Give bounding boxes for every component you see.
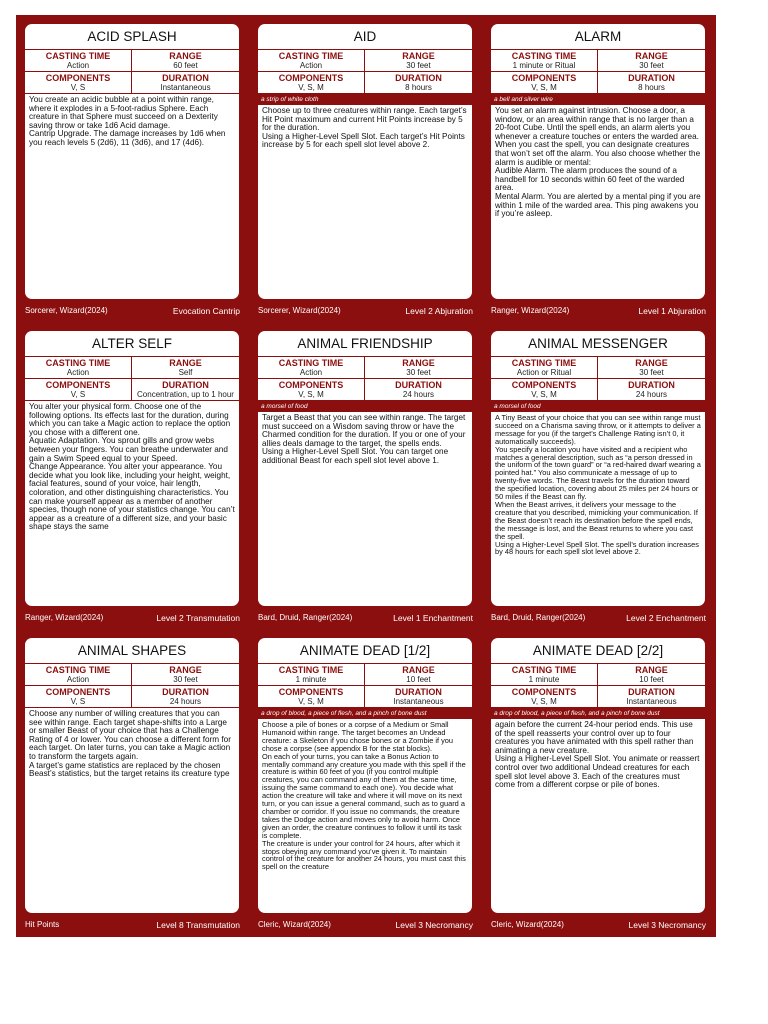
spell-card-animal-friendship	[249, 322, 482, 629]
card-description	[25, 708, 239, 779]
casting-time-label: CASTING TIME	[511, 665, 577, 675]
spell-card-animate-dead-2	[482, 629, 715, 936]
card-sheet	[16, 15, 716, 937]
components-cell	[491, 379, 598, 401]
casting-time-cell	[491, 50, 598, 72]
range-label: RANGE	[635, 51, 668, 61]
description-paragraph: Choose up to three creatures within range. Each target’s Hit Point maximum and current Hit Points increase by 5 for the duration.	[262, 106, 467, 133]
casting-time-value: Action or Ritual	[516, 368, 572, 377]
casting-time-value: Action	[66, 675, 90, 684]
components-label: COMPONENTS	[45, 73, 111, 83]
range-cell	[598, 357, 705, 379]
components-value: V, S	[70, 697, 86, 706]
range-value: 30 feet	[406, 61, 431, 70]
description-paragraph: On each of your turns, you can take a Bonus Action to mentally command any creature you made with this spell if the creature is within 60 feet of you (if you control multiple creatures, you can command any of them at the same time, issuing the same command to each one). You decide what action the creature will take and where it will move on its next turn, or you can issue a general command, such as to guard a chamber or corridor. If you issue no commands, the creature takes the Dodge action and moves only to avoid harm. Once given an order, the creature continues to follow it until its task is complete.	[262, 751, 466, 840]
card-stats	[25, 50, 239, 94]
range-label: RANGE	[169, 665, 202, 675]
components-label: COMPONENTS	[278, 380, 344, 390]
range-value: 30 feet	[173, 675, 198, 684]
description-paragraph: again before the current 24-hour period ends. This use of the spell reasserts your control over up to four creatures you have animated with this spell rather than animating a new creature.	[495, 720, 694, 755]
description-paragraph: You alter your physical form. Choose one of the following options. Its effects last for the duration, during which you can take a Magic action to replace the option you chose with a different one.	[29, 402, 231, 437]
casting-time-value: Action	[66, 368, 90, 377]
duration-cell	[132, 379, 239, 401]
duration-label: DURATION	[162, 380, 209, 390]
description-paragraph: Audible Alarm. The alarm produces the sound of a handbell for 10 seconds within 60 feet of the warded area.	[495, 166, 685, 193]
components-label: COMPONENTS	[278, 73, 344, 83]
duration-value: 24 hours	[402, 390, 435, 399]
casting-time-label: CASTING TIME	[278, 358, 344, 368]
range-value: 30 feet	[639, 368, 664, 377]
duration-value: 8 hours	[638, 83, 665, 92]
components-cell	[258, 379, 365, 401]
description-paragraph: A Tiny Beast of your choice that you can see within range must succeed on a Charisma saving throw, or it attempts to deliver a message for you (if the target’s Challenge Rating isn’t 0, it automatically succeeds).	[495, 413, 701, 446]
card-title: ANIMAL SHAPES	[25, 638, 239, 664]
description-paragraph: Using a Higher-Level Spell Slot. You animate or reassert control over two additional Undead creatures for each spell slot level above 3. Each of the creatures must come from a different corpse or pile of bones.	[495, 754, 700, 790]
card-level: Evocation Cantrip	[172, 306, 240, 316]
card-classes: Cleric, Wizard(2024)	[258, 920, 331, 929]
duration-cell	[598, 686, 705, 708]
description-paragraph: You specify a location you have visited and a recipient who matches a general description, such as “a person dressed in the uniform of the town guard” or “a red-haired dwarf wearing a pointed hat.” You also communicate a message of up to twenty-five words. The Beast travels for the duration toward the specified location, covering about 25 miles per 24 hours or 50 miles if the Beast can fly.	[495, 444, 701, 502]
duration-label: DURATION	[395, 73, 442, 83]
spell-card-animate-dead-1	[249, 629, 482, 936]
components-label: COMPONENTS	[278, 687, 344, 697]
components-value: V, S, M	[531, 83, 557, 92]
duration-value: Instantaneous	[160, 83, 211, 92]
duration-value: Concentration, up to 1 hour	[137, 390, 234, 399]
casting-time-cell	[25, 664, 132, 686]
card-body	[25, 638, 239, 913]
range-value: 30 feet	[406, 368, 431, 377]
range-cell	[598, 664, 705, 686]
range-value: Self	[178, 368, 193, 377]
casting-time-value: Action	[299, 61, 323, 70]
card-description	[491, 105, 705, 219]
range-label: RANGE	[402, 665, 435, 675]
range-label: RANGE	[402, 358, 435, 368]
range-cell	[132, 664, 239, 686]
range-cell	[598, 50, 705, 72]
casting-time-label: CASTING TIME	[45, 665, 111, 675]
range-cell	[365, 664, 472, 686]
card-description	[491, 719, 705, 790]
card-stats	[25, 664, 239, 708]
duration-value: 24 hours	[635, 390, 668, 399]
card-footer	[258, 611, 473, 625]
description-paragraph: Target a Beast that you can see within range. The target must succeed on a Wisdom saving throw or have the Charmed condition for the duration. If you or one of your allies deals damage to the target, the spells ends.	[262, 413, 466, 448]
range-label: RANGE	[635, 665, 668, 675]
card-footer	[258, 304, 473, 318]
duration-cell	[365, 72, 472, 94]
duration-cell	[598, 72, 705, 94]
duration-label: DURATION	[628, 73, 675, 83]
card-footer	[491, 611, 706, 625]
card-stats	[491, 664, 705, 708]
casting-time-cell	[25, 357, 132, 379]
components-value: V, S, M	[298, 697, 324, 706]
components-value: V, S	[70, 390, 86, 399]
card-classes: Hit Points	[25, 920, 60, 929]
card-stats	[258, 664, 472, 708]
card-classes: Bard, Druid, Ranger(2024)	[258, 613, 353, 622]
description-paragraph: Change Appearance. You alter your appearance. You decide what you look like, including your height, weight, facial features, sound of your voice, hair length, coloration, and other distinguishing characteristics. You can make yourself appear as a member of another species, though none of your statistics change. You can’t appear as a creature of a different size, and your basic shape stays the same	[29, 462, 235, 532]
card-level: Level 8 Transmutation	[156, 920, 240, 930]
components-cell	[25, 379, 132, 401]
card-body	[258, 24, 472, 299]
casting-time-value: 1 minute	[295, 675, 327, 684]
components-label: COMPONENTS	[45, 380, 111, 390]
range-value: 30 feet	[639, 61, 664, 70]
duration-cell	[365, 686, 472, 708]
card-body	[491, 24, 705, 299]
card-stats	[258, 50, 472, 94]
card-description	[258, 719, 472, 871]
material-banner: a drop of blood, a piece of flesh, and a pinch of bone dust	[491, 708, 705, 719]
components-cell	[25, 72, 132, 94]
duration-cell	[598, 379, 705, 401]
card-level: Level 2 Abjuration	[405, 306, 473, 316]
components-value: V, S, M	[531, 697, 557, 706]
components-cell	[25, 686, 132, 708]
card-level: Level 2 Enchantment	[626, 613, 706, 623]
card-title: ACID SPLASH	[25, 24, 239, 50]
description-paragraph: You create an acidic bubble at a point within range, where it explodes in a 5-foot-radius Sphere. Each creature in that Sphere must succeed on a Dexterity saving throw or take 1d6 Acid damage.	[29, 95, 218, 130]
spell-card-animal-shapes	[16, 629, 249, 936]
card-body	[25, 331, 239, 606]
card-title: ALTER SELF	[25, 331, 239, 357]
casting-time-label: CASTING TIME	[45, 358, 111, 368]
duration-value: Instantaneous	[626, 697, 677, 706]
description-paragraph: Cantrip Upgrade. The damage increases by 1d6 when you reach levels 5 (2d6), 11 (3d6), and 17 (4d6).	[29, 129, 226, 147]
description-paragraph: Using a Higher-Level Spell Slot. Each target’s Hit Points increase by 5 for each spell slot level above 2.	[262, 131, 465, 150]
duration-label: DURATION	[628, 380, 675, 390]
card-title: ANIMATE DEAD [2/2]	[491, 638, 705, 664]
components-label: COMPONENTS	[45, 687, 111, 697]
duration-label: DURATION	[162, 687, 209, 697]
card-classes: Cleric, Wizard(2024)	[491, 920, 564, 929]
range-cell	[365, 357, 472, 379]
components-cell	[491, 686, 598, 708]
card-body	[491, 638, 705, 913]
casting-time-cell	[258, 50, 365, 72]
duration-label: DURATION	[395, 687, 442, 697]
spell-card-aid	[249, 15, 482, 322]
components-label: COMPONENTS	[511, 687, 577, 697]
duration-label: DURATION	[395, 380, 442, 390]
range-label: RANGE	[169, 358, 202, 368]
card-title: ANIMATE DEAD [1/2]	[258, 638, 472, 664]
range-cell	[365, 50, 472, 72]
casting-time-label: CASTING TIME	[278, 51, 344, 61]
components-cell	[258, 72, 365, 94]
components-cell	[258, 686, 365, 708]
range-value: 10 feet	[406, 675, 431, 684]
card-title: ALARM	[491, 24, 705, 50]
casting-time-label: CASTING TIME	[511, 358, 577, 368]
casting-time-value: 1 minute or Ritual	[512, 61, 576, 70]
material-banner: a morsel of food	[491, 401, 705, 412]
card-description	[491, 412, 705, 556]
card-title: ANIMAL MESSENGER	[491, 331, 705, 357]
card-classes: Bard, Druid, Ranger(2024)	[491, 613, 586, 622]
components-value: V, S, M	[531, 390, 557, 399]
card-body	[25, 24, 239, 299]
components-value: V, S	[70, 83, 86, 92]
description-paragraph: The creature is under your control for 24 hours, after which it stops obeying any command you’ve given it. To maintain control of the creature for another 24 hours, you must cast this spell on the creature	[262, 838, 466, 872]
range-label: RANGE	[402, 51, 435, 61]
card-stats	[491, 357, 705, 401]
range-cell	[132, 50, 239, 72]
casting-time-value: Action	[299, 368, 323, 377]
material-banner: a bell and silver wire	[491, 94, 705, 105]
description-paragraph: A target’s game statistics are replaced by the chosen Beast’s statistics, but the target retains its creature type	[29, 760, 230, 779]
card-level: Level 1 Enchantment	[393, 613, 473, 623]
spell-card-alter-self	[16, 322, 249, 629]
material-banner: a drop of blood, a piece of flesh, and a pinch of bone dust	[258, 708, 472, 719]
card-stats	[25, 357, 239, 401]
duration-cell	[365, 379, 472, 401]
card-level: Level 3 Necromancy	[628, 920, 706, 930]
casting-time-label: CASTING TIME	[45, 51, 111, 61]
duration-cell	[132, 686, 239, 708]
duration-label: DURATION	[162, 73, 209, 83]
casting-time-value: 1 minute	[528, 675, 560, 684]
casting-time-cell	[258, 664, 365, 686]
card-title: ANIMAL FRIENDSHIP	[258, 331, 472, 357]
description-paragraph: You set an alarm against intrusion. Choose a door, a window, or an area within range that is no larger than a 20-foot Cube. Until the spell ends, an alarm alerts you whenever a creature touches or enters the warded area. When you cast the spell, you can designate creatures that won’t set off the alarm. You also choose whether the alarm is audible or mental:	[495, 106, 701, 167]
card-footer	[25, 304, 240, 318]
material-banner: a morsel of food	[258, 401, 472, 412]
components-label: COMPONENTS	[511, 380, 577, 390]
spell-card-alarm	[482, 15, 715, 322]
range-label: RANGE	[169, 51, 202, 61]
card-classes: Ranger, Wizard(2024)	[491, 306, 570, 315]
spell-card-acid-splash	[16, 15, 249, 322]
casting-time-cell	[491, 357, 598, 379]
card-level: Level 3 Necromancy	[395, 920, 473, 930]
card-stats	[258, 357, 472, 401]
card-level: Level 2 Transmutation	[156, 613, 240, 623]
casting-time-label: CASTING TIME	[278, 665, 344, 675]
card-description	[258, 105, 472, 150]
card-body	[258, 331, 472, 606]
components-value: V, S, M	[298, 390, 324, 399]
duration-value: Instantaneous	[393, 697, 444, 706]
duration-value: 24 hours	[169, 697, 202, 706]
range-label: RANGE	[635, 358, 668, 368]
description-paragraph: Using a Higher-Level Spell Slot. The spell’s duration increases by 48 hours for each spell slot level above 2.	[495, 539, 699, 557]
card-stats	[491, 50, 705, 94]
description-paragraph: Mental Alarm. You are alerted by a mental ping if you are within 1 mile of the warded area. This ping awakens you if you’re asleep.	[495, 191, 701, 219]
card-classes: Sorcerer, Wizard(2024)	[258, 306, 341, 315]
card-footer	[25, 611, 240, 625]
card-footer	[491, 918, 706, 932]
card-footer	[25, 918, 240, 932]
casting-time-cell	[491, 664, 598, 686]
card-description	[25, 94, 239, 148]
range-value: 10 feet	[639, 675, 664, 684]
description-paragraph: Aquatic Adaptation. You sprout gills and grow webs between your fingers. You can breathe underwater and gain a Swim Speed equal to your Speed.	[29, 436, 228, 463]
duration-label: DURATION	[628, 687, 675, 697]
card-footer	[258, 918, 473, 932]
card-description	[258, 412, 472, 466]
card-description	[25, 401, 239, 532]
casting-time-cell	[25, 50, 132, 72]
duration-cell	[132, 72, 239, 94]
description-paragraph: Using a Higher-Level Spell Slot. You can target one additional Beast for each spell slot level above 1.	[262, 447, 449, 465]
components-label: COMPONENTS	[511, 73, 577, 83]
components-value: V, S, M	[298, 83, 324, 92]
card-title: AID	[258, 24, 472, 50]
card-classes: Ranger, Wizard(2024)	[25, 613, 104, 622]
description-paragraph: When the Beast arrives, it delivers your message to the creature that you described, mimicking your communication. If the Beast doesn’t reach its destination before the spell ends, the message is lost, and the Beast returns to where you cast the spell.	[495, 499, 698, 541]
duration-value: 8 hours	[405, 83, 432, 92]
card-body	[491, 331, 705, 606]
range-value: 60 feet	[173, 61, 198, 70]
description-paragraph: Choose any number of willing creatures that you can see within range. Each target shape-shifts into a Large or smaller Beast of your choice that has a Challenge Rating of 4 or lower. You can choose a different form for each target. On later turns, you can take a Magic action to transform the targets again.	[29, 709, 231, 761]
card-body	[258, 638, 472, 913]
spell-card-animal-messenger	[482, 322, 715, 629]
range-cell	[132, 357, 239, 379]
components-cell	[491, 72, 598, 94]
casting-time-label: CASTING TIME	[511, 51, 577, 61]
casting-time-value: Action	[66, 61, 90, 70]
card-footer	[491, 304, 706, 318]
description-paragraph: Choose a pile of bones or a corpse of a Medium or Small Humanoid within range. The target becomes an Undead creature: a Skeleton if you chose bones or a Zombie if you chose a corpse (see appendix B for the stat blocks).	[262, 720, 454, 753]
material-banner: a strip of white cloth	[258, 94, 472, 105]
casting-time-cell	[258, 357, 365, 379]
card-level: Level 1 Abjuration	[638, 306, 706, 316]
card-classes: Sorcerer, Wizard(2024)	[25, 306, 108, 315]
